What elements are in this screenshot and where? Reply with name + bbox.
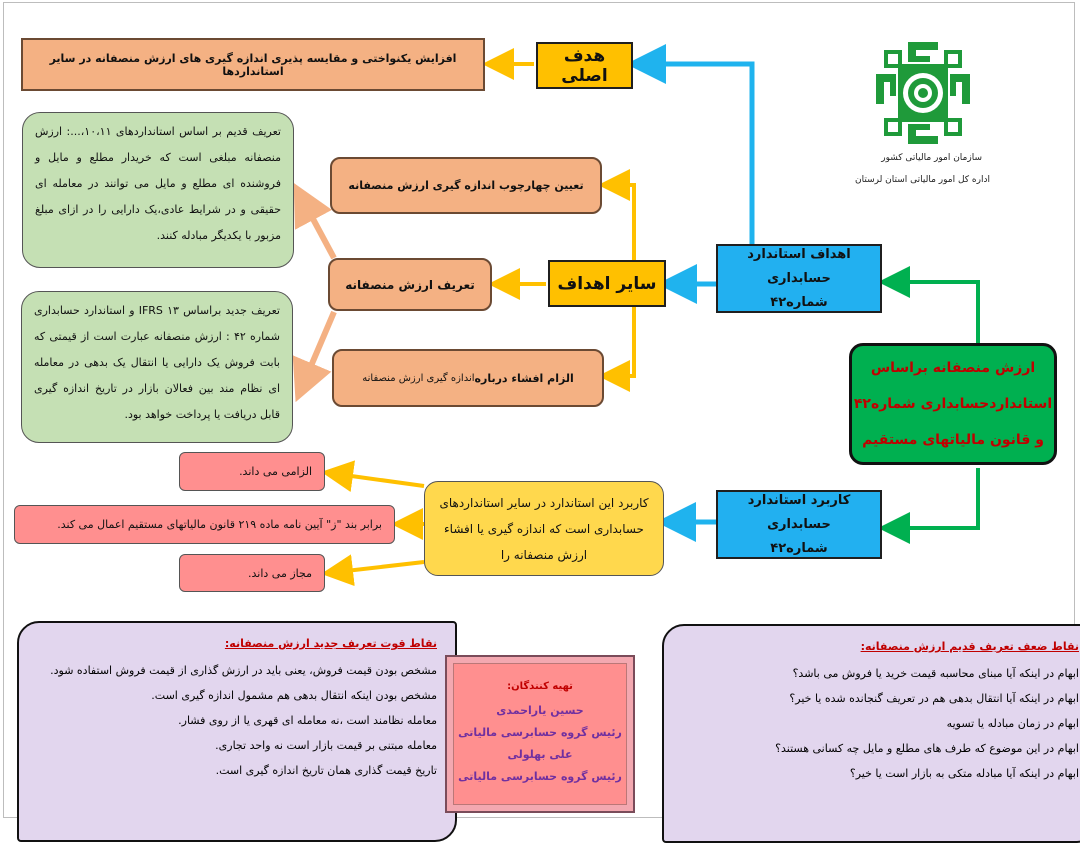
outcome-required: الزامی می داند. (179, 452, 325, 491)
weaknesses-panel (662, 624, 1080, 843)
outcome-permitted: مجاز می داند. (179, 554, 325, 592)
strengths-panel (17, 621, 457, 842)
weaknesses-title: نقاط ضعف تعریف قدیم ارزش منصفانه: (860, 640, 1079, 653)
arrow-center-goals (894, 282, 978, 343)
center-line1: ارزش منصفانه براساس (870, 360, 1036, 376)
disclosure-rest-text: اندازه گیری ارزش منصفانه (362, 372, 475, 384)
strength-item: معامله مبتنی بر قیمت بازار است نه واحد تجاری. (215, 739, 437, 752)
disclosure-goal-box (332, 349, 604, 407)
new-definition-box: تعریف جدید براساس IFRS ۱۳ و استاندارد حسابداری شماره ۴۲ : ارزش منصفانه عبارت است از قیمتی که بابت فروش یک دارایی یا انتقال یک بدهی در معامله ای نظام مند بین فعالان بازار در تاریخ اندازه گیری قابل دریافت یا پرداخت خواهد بود. (21, 291, 293, 443)
credit-name-2: علی بهلولی (507, 747, 573, 761)
credits-panel (445, 655, 635, 813)
strength-item: مشخص بودن قیمت فروش، یعنی باید در ارزش گذاری از قیمت فروش استفاده شود. (50, 664, 437, 677)
strength-item: معامله نظامند است ،نه معامله ای قهری یا از روی فشار. (178, 714, 437, 727)
center-line3: و قانون مالیاتهای مستقیم (862, 432, 1044, 448)
weakness-item: ابهام در زمان مبادله یا تسویه (946, 717, 1079, 730)
credit-name-1: حسین یاراحمدی (496, 703, 584, 717)
application-standard-box (716, 490, 882, 559)
strengths-title: نقاط قوت تعریف جدید ارزش منصفانه: (224, 637, 437, 650)
center-line2: استانداردحسابداری شماره۴۲ (853, 396, 1053, 412)
center-topic-box (849, 343, 1057, 465)
arrow-outcome-required (337, 474, 424, 486)
weakness-item: ابهام در این موضوع که طرف های مطلع و مایل چه کسانی هستند؟ (775, 742, 1079, 755)
other-goals-title: سایر اهداف (548, 260, 666, 307)
weakness-item: ابهام در اینکه آیا مبادله متکی به بازار است یا خیر؟ (849, 767, 1079, 780)
definition-goal-box: تعریف ارزش منصفانه (328, 258, 492, 311)
main-goal-text: افزایش یکنواختی و مقایسه پذیری اندازه گیری های ارزش منصفانه در سایر استانداردها (21, 38, 485, 91)
goals-standard-line2: شماره۴۲ (770, 294, 828, 310)
strength-item: مشخص بودن اینکه انتقال بدهی هم مشمول اندازه گیری است. (151, 689, 437, 702)
main-goal-title: هدف اصلی (536, 42, 633, 89)
outcome-article: برابر بند "ز" آیین نامه ماده ۲۱۹ قانون مالیاتهای مستقیم اعمال می کند. (14, 505, 395, 544)
credit-role-2: رئیس گروه حسابرسی مالیاتی (458, 769, 622, 783)
application-standard-line1: کاربرد استاندارد حسابداری (747, 492, 851, 532)
goals-standard-line1: اهداف استاندارد حسابداری (747, 246, 851, 286)
goals-standard-box (716, 244, 882, 313)
arrow-center-application (894, 468, 978, 528)
old-definition-box: تعریف قدیم بر اساس استانداردهای ۱۰،۱۱،...: ارزش منصفانه مبلغی است که خریدار مطلع و مایل و فروشنده ای مطلع و مایل می توانند در معامله ای حقیقی و در شرایط عادی،یک دارایی را در ازای مبلغ مزبور با یکدیگر مبادله کنند. (22, 112, 294, 268)
frame-goal-box: تعیین چهارچوب اندازه گیری ارزش منصفانه (330, 157, 602, 214)
arrow-other-goals-disclosure (614, 306, 634, 376)
arrow-outcome-permitted (337, 562, 424, 572)
disclosure-bold-text: الزام افشاء درباره (474, 371, 574, 385)
arrow-to-main-goal (646, 64, 752, 250)
credit-role-1: رئیس گروه حسابرسی مالیاتی (458, 725, 622, 739)
strength-item: تاریخ قیمت گذاری همان تاریخ اندازه گیری است. (215, 764, 437, 777)
application-text-box: کاربرد این استاندارد در سایر استانداردهای حسابداری است که اندازه گیری یا افشاء ارزش منصفانه را (424, 481, 664, 576)
arrow-other-goals-frame (614, 185, 634, 262)
arrow-definition-old (305, 204, 334, 258)
logo-seal-icon (876, 42, 970, 144)
weakness-item: ابهام در اینکه آیا انتقال بدهی هم در تعریف گنجانده شده یا خیر؟ (789, 692, 1079, 705)
weakness-item: ابهام در اینکه آیا مبنای محاسبه قیمت خرید یا فروش می باشد؟ (792, 667, 1079, 680)
logo-office-name: اداره کل امور مالیاتی استان لرستان (855, 175, 990, 185)
application-standard-line2: شماره۴۲ (770, 540, 828, 556)
arrow-definition-new (305, 312, 334, 380)
logo-org-name: سازمان امور مالیاتی کشور (881, 153, 982, 163)
credits-title: تهیه کنندگان: (507, 680, 573, 692)
